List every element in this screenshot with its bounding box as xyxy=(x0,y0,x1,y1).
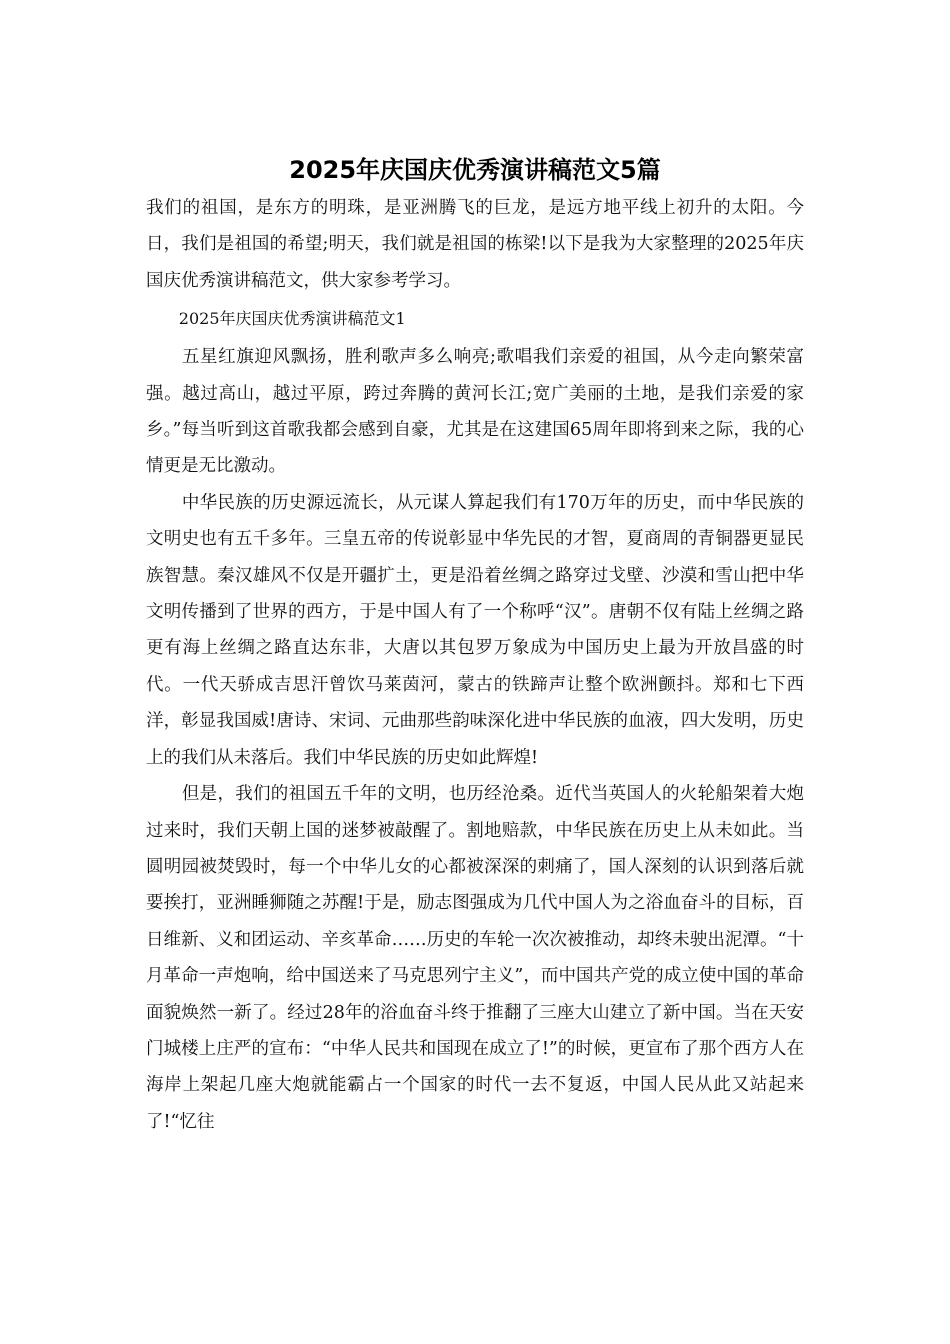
body-paragraph: 五星红旗迎风飘扬，胜利歌声多么响亮;歌唱我们亲爱的祖国，从今走向繁荣富强。越过高山，越过平原，跨过奔腾的黄河长江;宽广美丽的土地，是我们亲爱的家乡。”每当听到这首歌我都会感到自豪，尤其是在这建国65周年即将到来之际，我的心情更是无比激动。 xyxy=(146,347,804,477)
section-heading: 2025年庆国庆优秀演讲稿范文1 xyxy=(178,309,406,329)
body-paragraph: 但是，我们的祖国五千年的文明，也历经沧桑。近代当英国人的火轮船架着大炮过来时，我们天朝上国的迷梦被敲醒了。割地赔款，中华民族在历史上从未如此。当圆明园被焚毁时，每一个中华儿女的心都被深深的刺痛了，国人深刻的认识到落后就要挨打，亚洲睡狮随之苏醒!于是，励志图强成为几代中国人为之浴血奋斗的目标，百日维新、义和团运动、辛亥革命……历史的车轮一次次被推动，却终未驶出泥潭。“十月革命一声炮响，给中国送来了马克思列宁主义”，而中国共产党的成立使中国的革命面貌焕然一新了。经过28年的浴血奋斗终于推翻了三座大山建立了新中国。当在天安门城楼上庄严的宣布：“中华人民共和国现在成立了!”的时候，更宣布了那个西方人在海岸上架起几座大炮就能霸占一个国家的时代一去不复返，中国人民从此又站起来了!“忆往 xyxy=(146,784,804,1132)
intro-paragraph: 我们的祖国，是东方的明珠，是亚洲腾飞的巨龙，是远方地平线上初升的太阳。今日，我们是祖国的希望;明天，我们就是祖国的栋梁!以下是我为大家整理的2025年庆国庆优秀演讲稿范文，供大家参考学习。 xyxy=(146,198,804,291)
document-body xyxy=(146,190,804,1140)
body-paragraph: 中华民族的历史源远流长，从元谋人算起我们有170万年的历史，而中华民族的文明史也有五千多年。三皇五帝的传说彰显中华先民的才智，夏商周的青铜器更显民族智慧。秦汉雄风不仅是开疆扩土，更是沿着丝绸之路穿过戈壁、沙漠和雪山把中华文明传播到了世界的西方，于是中国人有了一个称呼“汉”。唐朝不仅有陆上丝绸之路更有海上丝绸之路直达东非，大唐以其包罗万象成为中国历史上最为开放昌盛的时代。一代天骄成吉思汗曾饮马莱茵河，蒙古的铁蹄声让整个欧洲颤抖。郑和七下西洋，彰显我国威!唐诗、宋词、元曲那些韵味深化进中华民族的血液，四大发明，历史上的我们从未落后。我们中华民族的历史如此辉煌! xyxy=(146,492,804,768)
document-title: 2025年庆国庆优秀演讲稿范文5篇 xyxy=(289,156,661,184)
